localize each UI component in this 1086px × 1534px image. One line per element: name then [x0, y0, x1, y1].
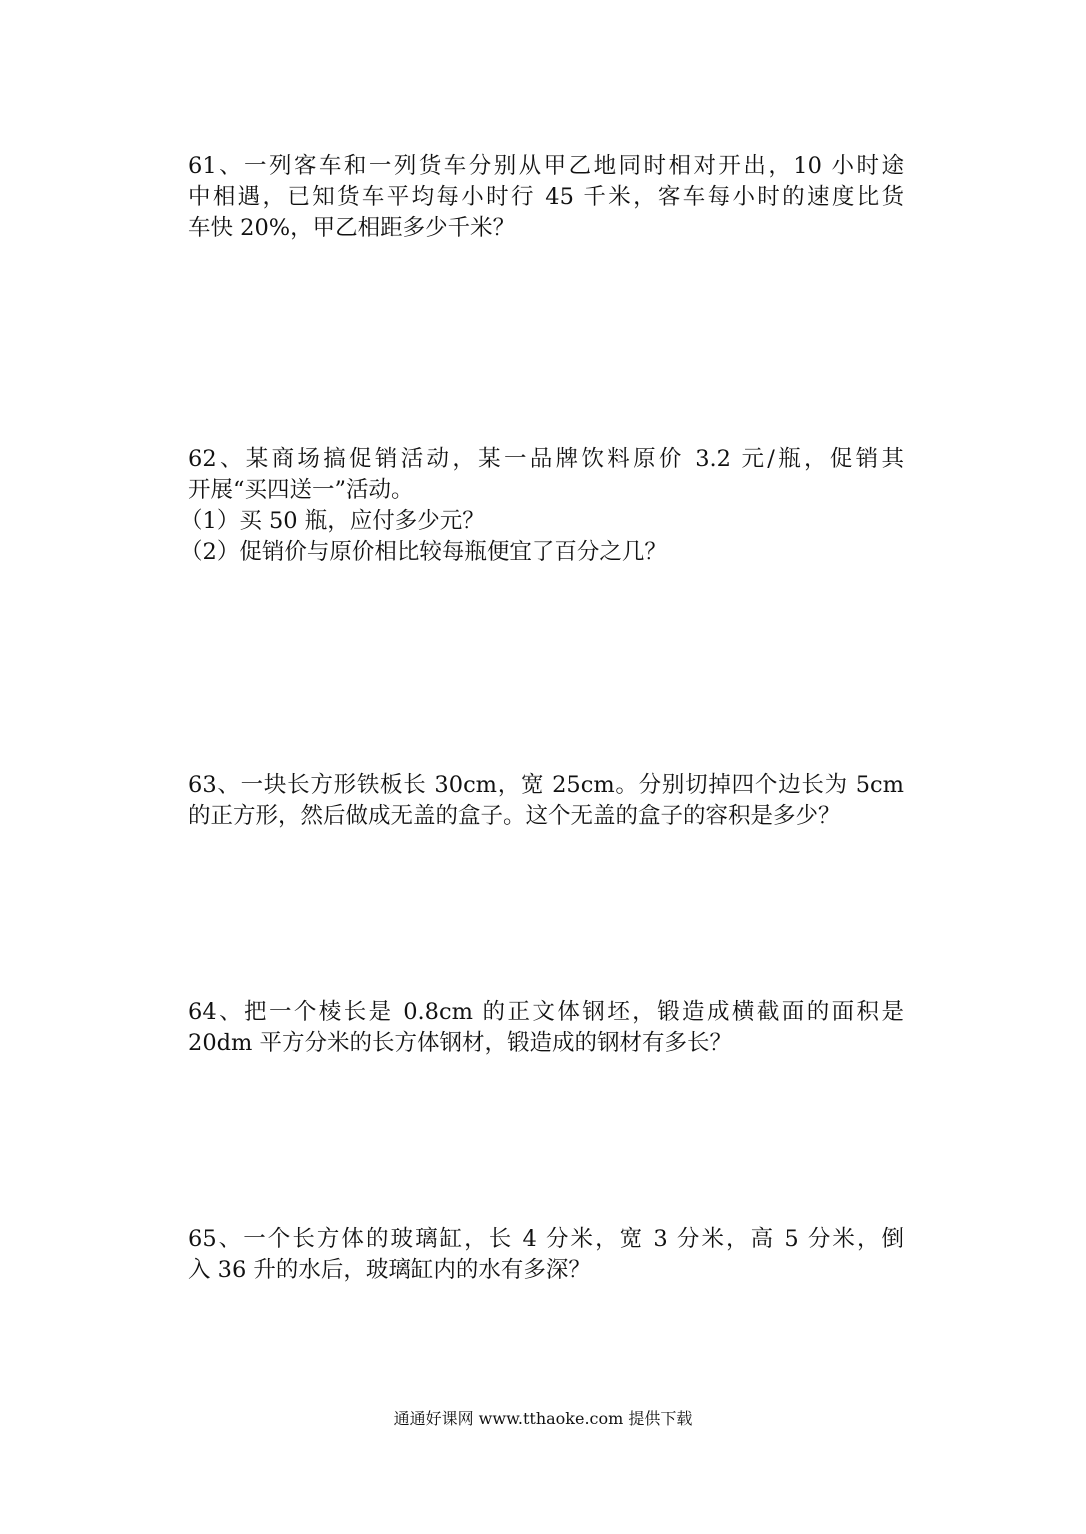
problem-62-line-2: 开展“买四送一”活动。	[188, 477, 414, 503]
problem-61	[188, 151, 904, 244]
problem-63-line-2: 的正方形，然后做成无盖的盒子。这个无盖的盒子的容积是多少？	[188, 803, 841, 829]
problem-63-line-1: 63、一块长方形铁板长 30cm，宽 25cm。分别切掉四个边长为 5cm	[188, 772, 904, 798]
problem-61-line-3: 车快 20%，甲乙相距多少千米？	[188, 215, 516, 241]
problem-62-subquestion-2: （2）促销价与原价相比较每瓶便宜了百分之几？	[180, 539, 667, 565]
problem-62-subquestion-1: （1）买 50 瓶，应付多少元？	[180, 508, 485, 534]
problem-63	[188, 770, 904, 832]
problem-65	[188, 1224, 904, 1286]
problem-62-line-1: 62、某商场搞促销活动，某一品牌饮料原价 3.2 元/瓶，促销其	[188, 446, 904, 472]
page-footer: 通通好课网 www.tthaoke.com 提供下载	[393, 1409, 693, 1428]
problem-61-line-1: 61、一列客车和一列货车分别从甲乙地同时相对开出，10 小时途	[188, 153, 904, 179]
problem-62	[180, 444, 904, 568]
problem-64-line-1: 64、把一个棱长是 0.8cm 的正文体钢坯，锻造成横截面的面积是	[188, 999, 904, 1025]
problem-65-line-2: 入 36 升的水后，玻璃缸内的水有多深？	[188, 1257, 591, 1283]
problem-65-line-1: 65、一个长方体的玻璃缸，长 4 分米，宽 3 分米，高 5 分米，倒	[188, 1226, 904, 1252]
problem-64	[188, 997, 904, 1059]
problem-61-line-2: 中相遇，已知货车平均每小时行 45 千米，客车每小时的速度比货	[188, 184, 904, 210]
problem-64-line-2: 20dm 平方分米的长方体钢材，锻造成的钢材有多长？	[188, 1030, 733, 1056]
